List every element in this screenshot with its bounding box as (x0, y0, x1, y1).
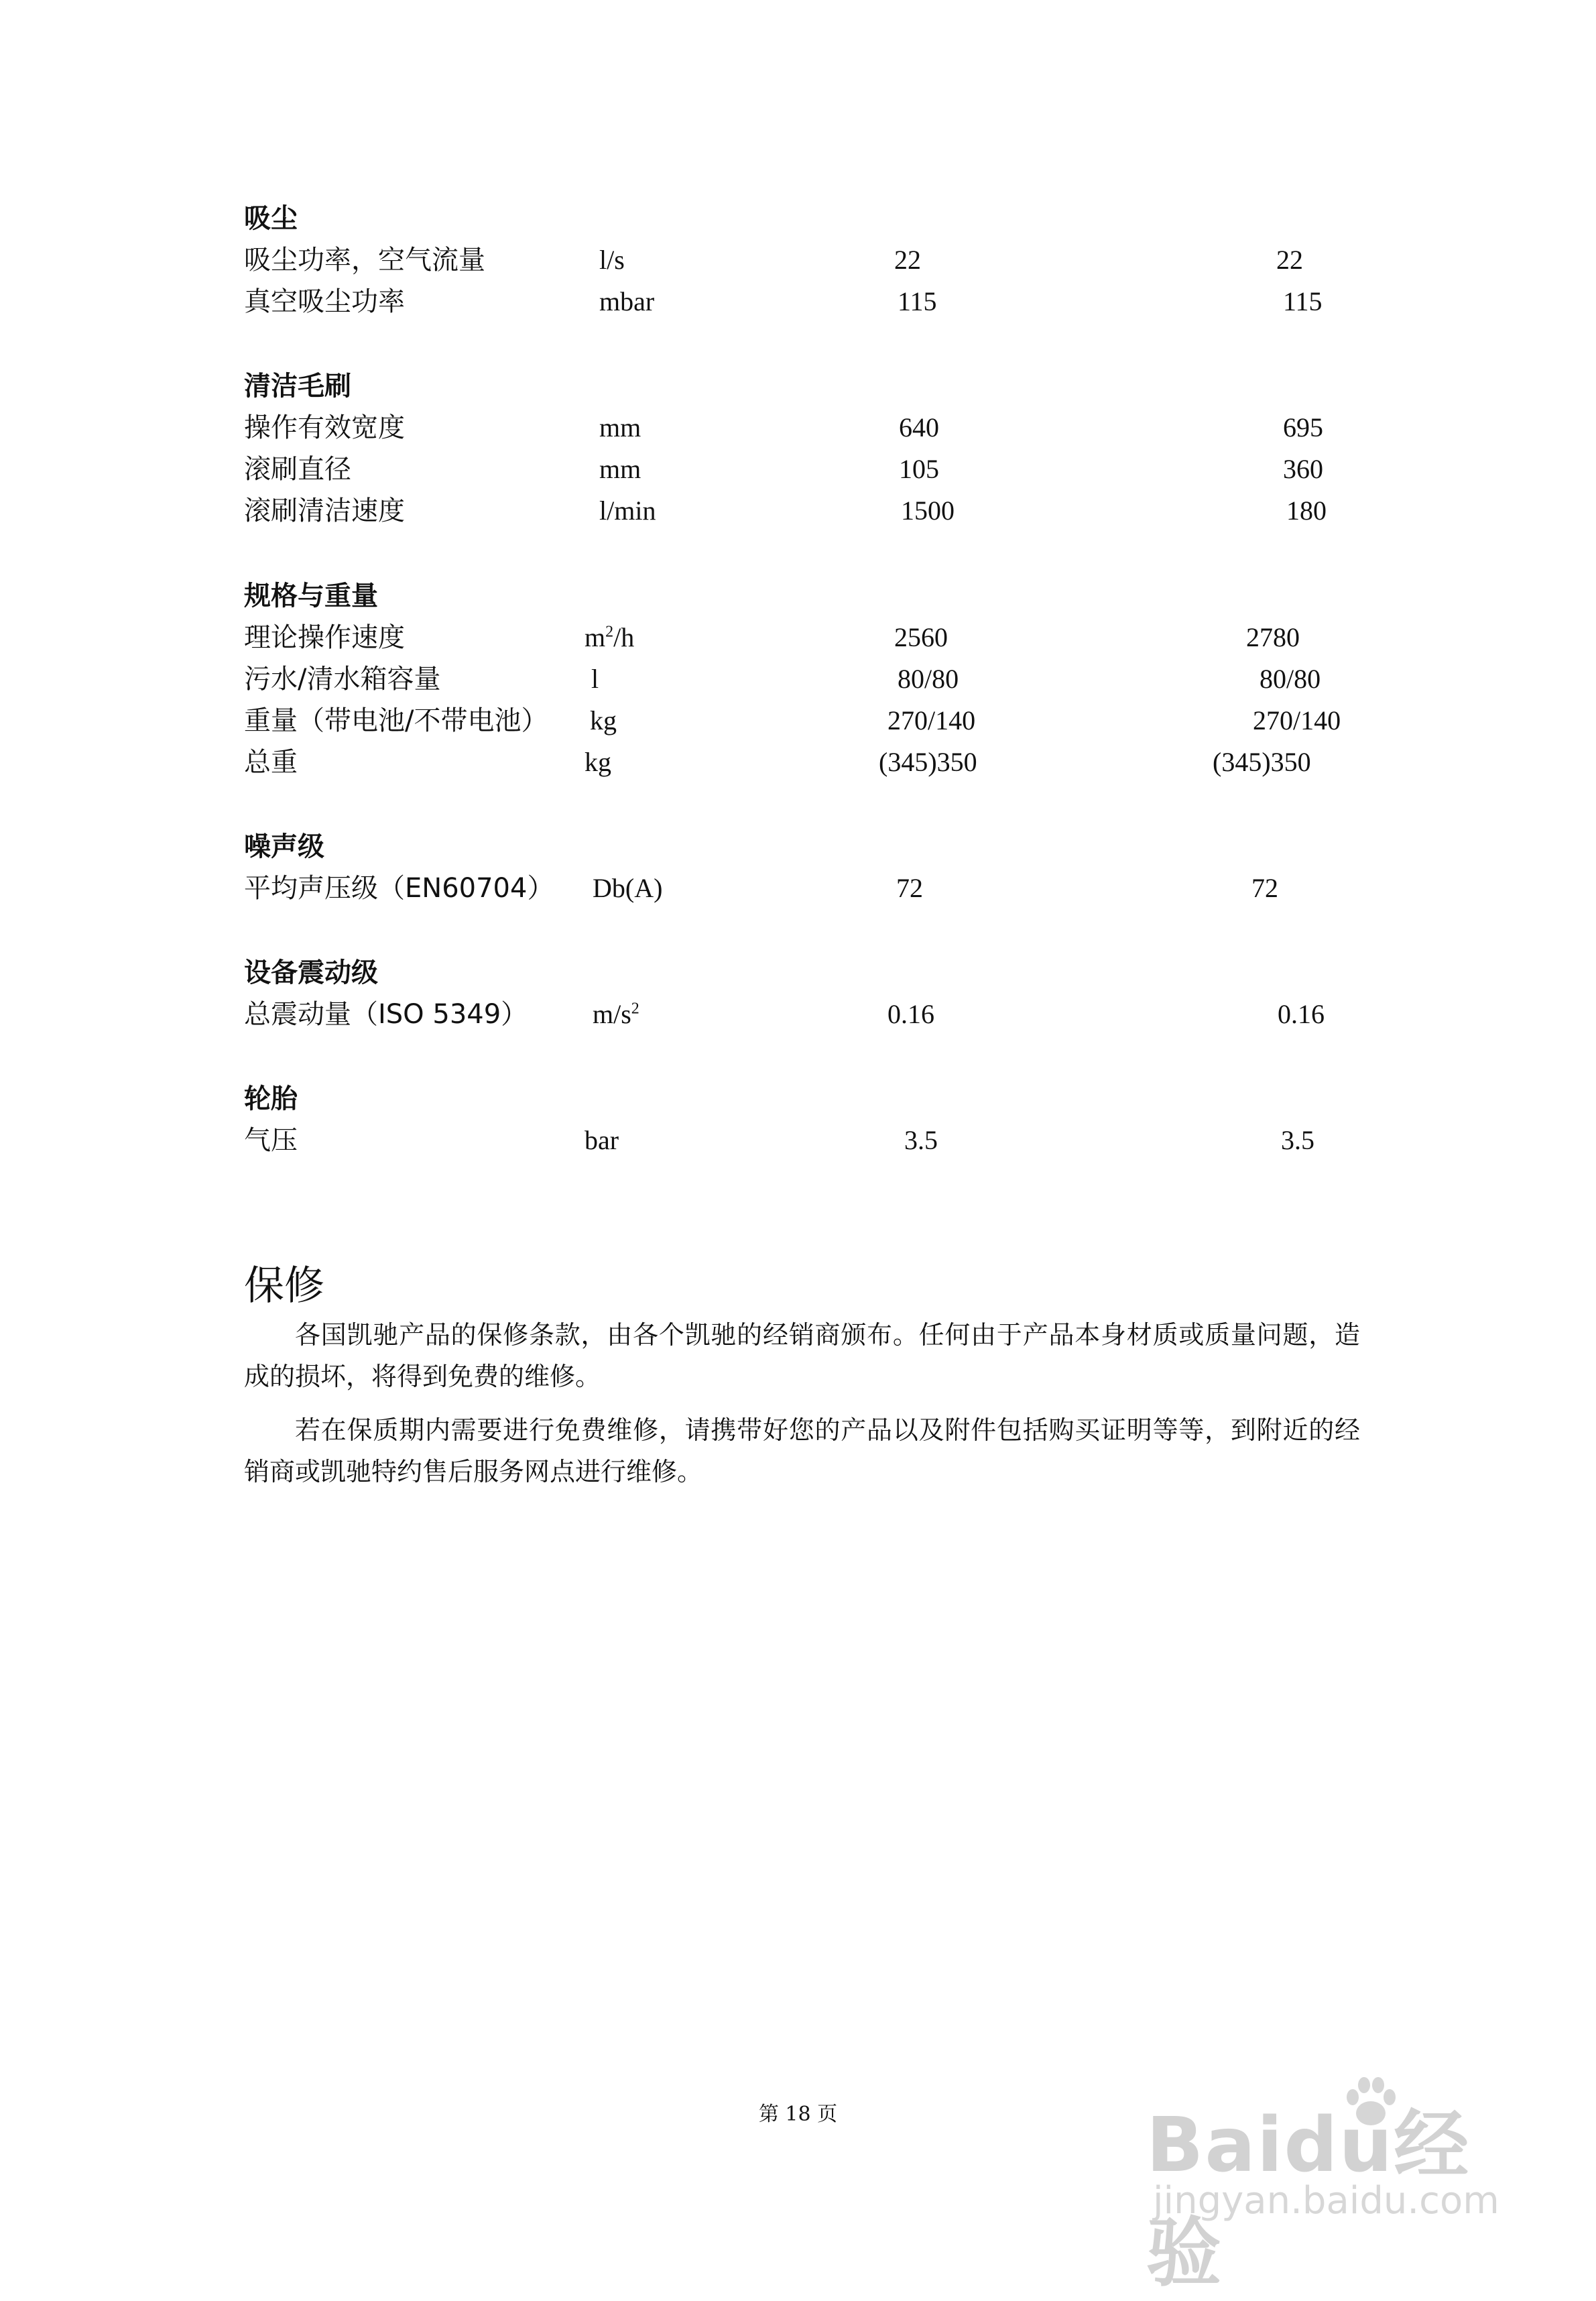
unit-base: m/s (593, 999, 631, 1029)
spec-row (244, 617, 1384, 658)
spec-value-2: 360 (1283, 454, 1323, 484)
spec-row (244, 868, 1384, 909)
spec-value-2: 180 (1286, 495, 1327, 526)
spec-label: 重量（带电池/不带电池） (244, 705, 548, 736)
spec-row (244, 407, 1384, 449)
spec-unit: l/s (599, 245, 625, 275)
unit-superscript: 2 (631, 1000, 639, 1018)
spec-label: 平均声压级（EN60704） (244, 873, 554, 904)
spec-label: 气压 (244, 1125, 298, 1156)
section-title: 设备震动级 (244, 957, 378, 988)
spec-value-2: 270/140 (1253, 705, 1341, 735)
spec-label: 总重 (244, 747, 298, 778)
spec-value-2: 22 (1276, 245, 1303, 275)
warranty-paragraph-2: 若在保质期内需要进行免费维修，请携带好您的产品以及附件包括购买证明等等，到附近的经销商或凯驰特约售后服务网点进行维修。 (244, 1415, 1360, 1486)
spec-unit: mm (599, 454, 641, 484)
section-vibration (244, 952, 1384, 1035)
spec-row (244, 239, 1384, 281)
spec-row (244, 449, 1384, 490)
spec-label: 操作有效宽度 (244, 412, 405, 443)
spec-label: 滚刷清洁速度 (244, 495, 405, 526)
spec-row (244, 1120, 1384, 1161)
section-tire (244, 1078, 1384, 1161)
spec-value-1: 270/140 (887, 705, 976, 735)
spec-value-1: 72 (896, 873, 923, 903)
spec-row (244, 742, 1384, 783)
spec-unit (585, 617, 634, 658)
spec-label: 理论操作速度 (244, 622, 405, 653)
spec-value-1: 0.16 (887, 999, 934, 1029)
spec-unit: kg (590, 705, 617, 735)
unit-superscript: 2 (605, 623, 614, 641)
unit-base: m (585, 622, 606, 652)
spec-value-2: 2780 (1246, 622, 1300, 652)
section-title: 吸尘 (244, 203, 298, 234)
spec-label: 真空吸尘功率 (244, 286, 405, 317)
spec-value-1: 105 (899, 454, 939, 484)
spec-unit: Db(A) (593, 873, 663, 903)
section-title: 清洁毛刷 (244, 371, 351, 402)
warranty-heading: 保修 (244, 1262, 324, 1309)
warranty-paragraph-1: 各国凯驰产品的保修条款，由各个凯驰的经销商颁布。任何由于产品本身材质或质量问题，造成的损坏，将得到免费的维修。 (244, 1320, 1360, 1391)
spec-value-2: 72 (1251, 873, 1278, 903)
spec-row (244, 490, 1384, 532)
spec-value-1: 22 (894, 245, 921, 275)
spec-value-1: (345)350 (879, 747, 977, 777)
spec-value-1: 640 (899, 412, 939, 442)
section-noise (244, 826, 1384, 909)
section-brush (244, 365, 1384, 532)
spec-unit: mbar (599, 286, 655, 316)
spec-row (244, 700, 1384, 742)
spec-value-2: 0.16 (1278, 999, 1325, 1029)
spec-value-1: 2560 (894, 622, 948, 652)
unit-tail: /h (613, 622, 635, 652)
spec-value-1: 1500 (901, 495, 955, 526)
baidu-watermark (1140, 2072, 1501, 2297)
section-title: 轮胎 (244, 1083, 298, 1114)
section-spec-weight (244, 575, 1384, 783)
spec-value-2: (345)350 (1213, 747, 1311, 777)
spec-label: 吸尘功率，空气流量 (244, 245, 485, 276)
spec-label: 总震动量（ISO 5349） (244, 999, 528, 1030)
spec-row (244, 658, 1384, 700)
spec-row (244, 281, 1384, 322)
page-number: 第 18 页 (758, 2103, 838, 2126)
spec-value-1: 115 (898, 286, 937, 316)
spec-unit (593, 994, 639, 1035)
spec-value-1: 80/80 (898, 664, 959, 694)
section-title: 规格与重量 (244, 581, 378, 611)
spec-row (244, 994, 1384, 1035)
watermark-url: jingyan.baidu.com (1153, 2179, 1499, 2223)
spec-value-1: 3.5 (904, 1125, 938, 1155)
spec-unit: mm (599, 412, 641, 442)
spec-unit: kg (585, 747, 611, 777)
spec-value-2: 80/80 (1260, 664, 1321, 694)
spec-label: 污水/清水箱容量 (244, 664, 441, 695)
spec-unit: bar (585, 1125, 619, 1155)
spec-label: 滚刷直径 (244, 454, 351, 485)
spec-unit: l (591, 664, 599, 694)
spec-value-2: 695 (1283, 412, 1323, 442)
spec-value-2: 115 (1283, 286, 1323, 316)
watermark-logo: Baidu经验 (1146, 2102, 1471, 2297)
spec-unit: l/min (599, 495, 656, 526)
section-suction (244, 198, 1384, 322)
section-title: 噪声级 (244, 831, 324, 862)
spec-value-2: 3.5 (1281, 1125, 1314, 1155)
